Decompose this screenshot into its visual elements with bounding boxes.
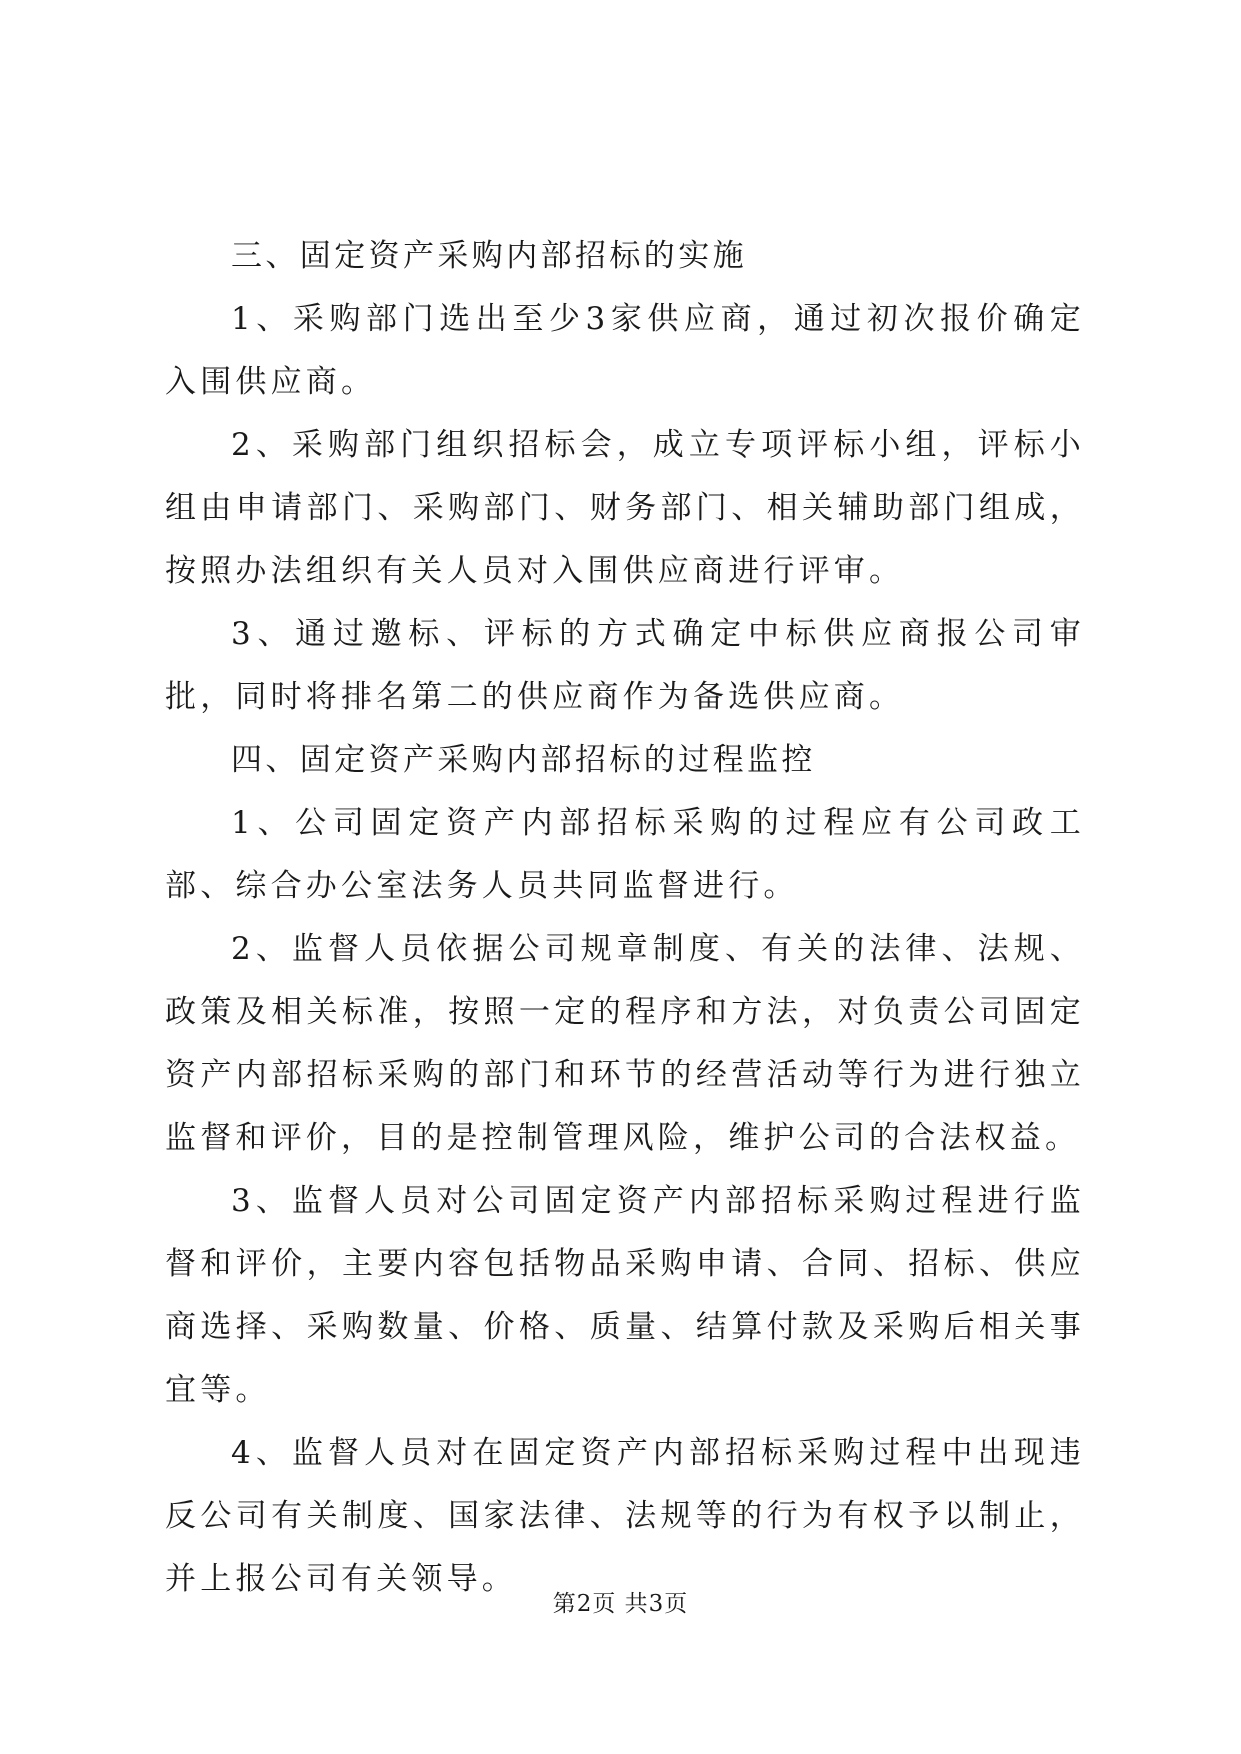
paragraph-monitor-3: 3、监督人员对公司固定资产内部招标采购过程进行监督和评价，主要内容包括物品采购申请、合同、招标、供应商选择、采购数量、价格、质量、结算付款及采购后相关事宜等。: [165, 1183, 1085, 1408]
document-body: [165, 225, 1085, 1611]
paragraph-monitor-4: 4、监督人员对在固定资产内部招标采购过程中出现违反公司有关制度、国家法律、法规等的行为有权予以制止，并上报公司有关领导。: [165, 1435, 1085, 1597]
page-footer: 第2页 共3页: [552, 1591, 689, 1617]
section-heading-monitoring: 四、固定资产采购内部招标的过程监控: [231, 742, 816, 778]
paragraph-item-1: 1、采购部门选出至少3家供应商，通过初次报价确定入围供应商。: [165, 301, 1085, 400]
section-heading-implementation: 三、固定资产采购内部招标的实施: [231, 238, 747, 274]
paragraph-item-3: 3、通过邀标、评标的方式确定中标供应商报公司审批，同时将排名第二的供应商作为备选供应商。: [165, 616, 1085, 715]
paragraph-item-2: 2、采购部门组织招标会，成立专项评标小组，评标小组由申请部门、采购部门、财务部门、相关辅助部门组成，按照办法组织有关人员对入围供应商进行评审。: [165, 427, 1085, 589]
paragraph-monitor-1: 1、公司固定资产内部招标采购的过程应有公司政工部、综合办公室法务人员共同监督进行。: [165, 805, 1085, 904]
paragraph-monitor-2: 2、监督人员依据公司规章制度、有关的法律、法规、政策及相关标准，按照一定的程序和方法，对负责公司固定资产内部招标采购的部门和环节的经营活动等行为进行独立监督和评价，目的是控制管理风险，维护公司的合法权益。: [165, 931, 1085, 1156]
